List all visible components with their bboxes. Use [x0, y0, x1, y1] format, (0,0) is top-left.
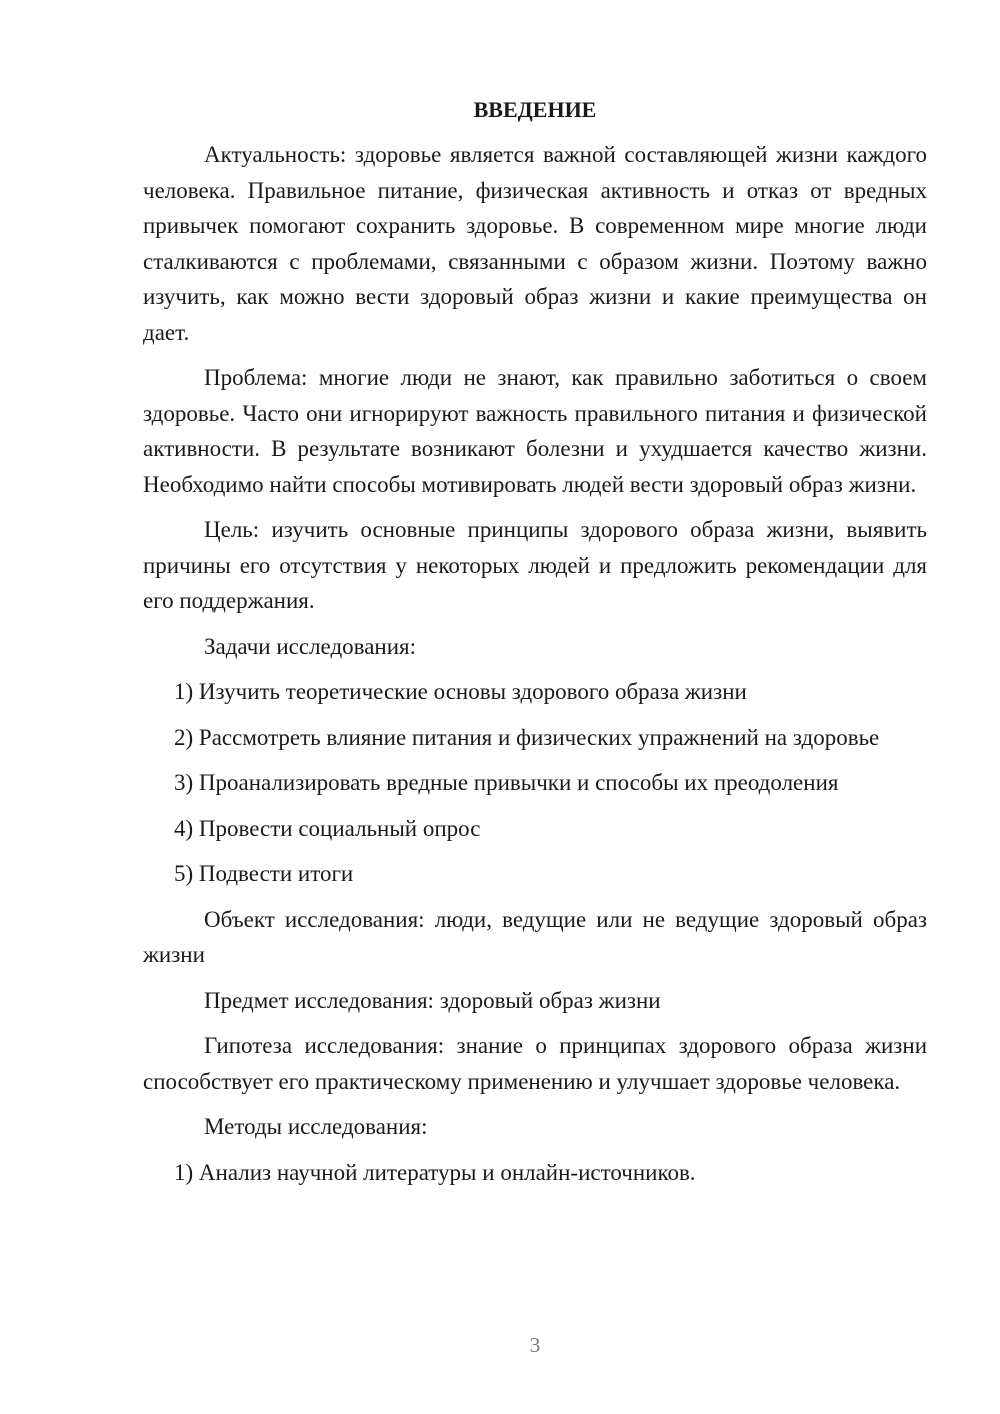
tasks-heading: Задачи исследования:: [204, 633, 417, 659]
object-paragraph: Объект исследования: люди, ведущие или не ведущие здоровый образ жизни: [143, 906, 927, 967]
method-item: 1) Анализ научной литературы и онлайн-источников.: [174, 1159, 696, 1185]
task-item: 2) Рассмотреть влияние питания и физических упражнений на здоровье: [174, 724, 880, 750]
goal-paragraph: Цель: изучить основные принципы здорового образа жизни, выявить причины его отсутствия у некоторых людей и предложить рекомендации для его поддержания.: [143, 517, 927, 613]
methods-heading: Методы исследования:: [204, 1114, 428, 1139]
task-item: 1) Изучить теоретические основы здорового образа жизни: [174, 679, 747, 704]
document-page: [143, 92, 927, 1200]
hypothesis-paragraph: Гипотеза исследования: знание о принципах здорового образа жизни способствует его практическому применению и улучшает здоровье человека.: [143, 1033, 927, 1094]
task-item: 5) Подвести итоги: [174, 861, 354, 886]
task-item: 4) Провести социальный опрос: [174, 815, 481, 841]
relevance-paragraph: Актуальность: здоровье является важной составляющей жизни каждого человека. Правильное питание, физическая активность и отказ от вредных привычек помогают сохранить здоровье. В современном мире многие люди сталкиваются с проблемами, связанными с образом жизни. Поэтому важно изучить, как можно вести здоровый образ жизни и какие преимущества он дает.: [143, 142, 927, 345]
subject-paragraph: Предмет исследования: здоровый образ жизни: [204, 987, 661, 1013]
section-title: ВВЕДЕНИЕ: [473, 97, 597, 122]
problem-paragraph: Проблема: многие люди не знают, как правильно заботиться о своем здоровье. Часто они игнорируют важность правильного питания и физической активности. В результате возникают болезни и ухудшается качество жизни. Необходимо найти способы мотивировать людей вести здоровый образ жизни.: [143, 365, 927, 497]
task-item: 3) Проанализировать вредные привычки и способы их преодоления: [174, 770, 839, 795]
page-number: 3: [529, 1333, 541, 1357]
